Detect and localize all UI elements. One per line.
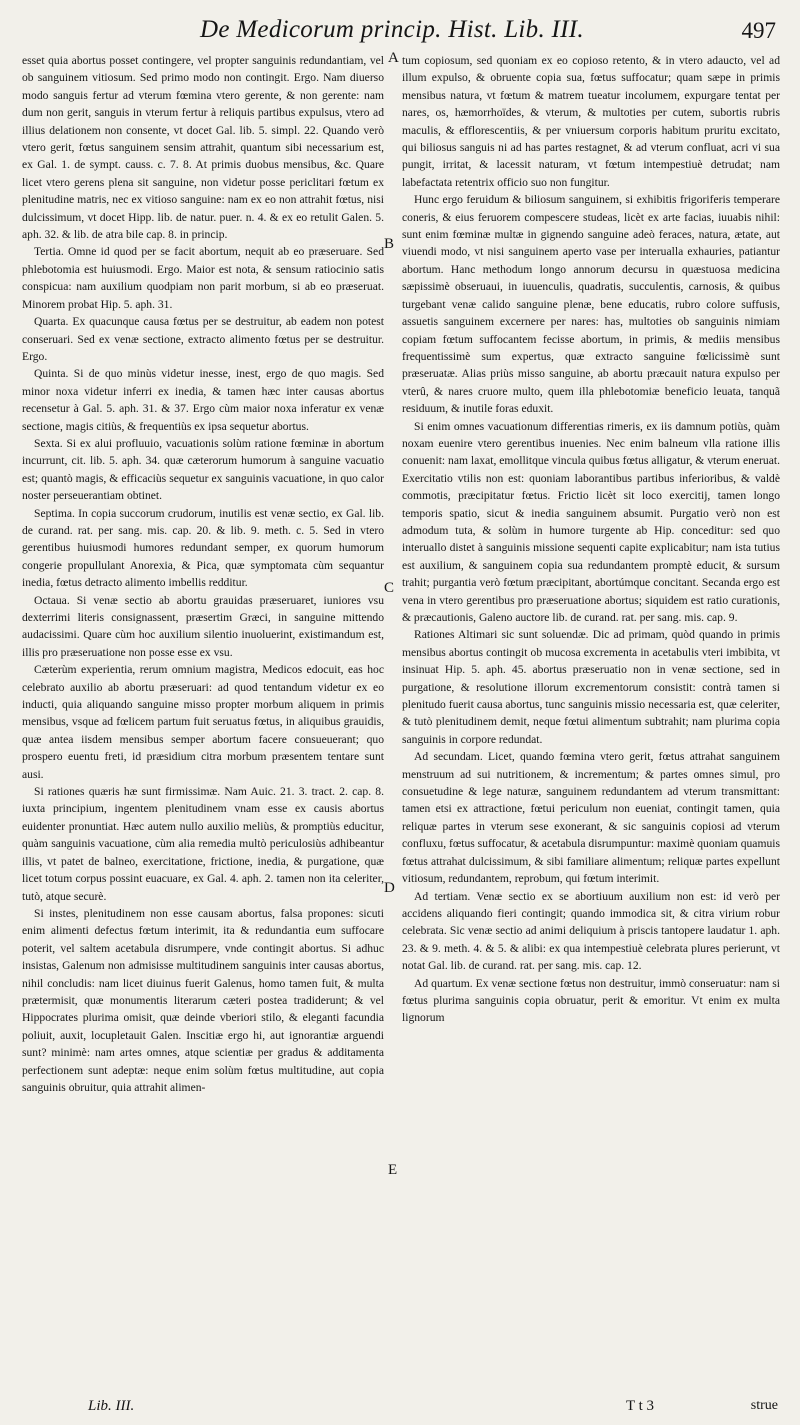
paragraph: Ad secundam. Licet, quando fœmina vtero gerit, fœtus attrahat sanguinem menstruum ad sui nutritionem, & incrementum; & partes omnes simul, pro consuetudine & lege naturæ, sanguinem redundantem ad vterum transmittant: tamen etsi ex attractione, fœtui periculum non eueniat, contingit tamen, quia reliquæ partes in vterum sese exonerant, & sic sanguinis copiosi ad vterum confluxu, fœtus suffocatur, & acetabula disrumpuntur: maximè quoniam quamuis fœtus attrahat dulcissimum, & sibi familiare alimentum; reliquæ partes expellunt vitiosum, redundantem, reprobum, qui fœtum interimit.	[402, 750, 780, 886]
paragraph: Sexta. Si ex alui profluuio, vacuationis solùm ratione fœminæ in abortum incurrunt, cit. lib. 5. aph. 34. quæ cæterorum humorum à sanguine vacuatio est; quantò magis, & efficaciùs sequetur ex sanguinis vacuatione, in quo calor noster perseuerantiam obtinet.	[22, 436, 384, 503]
running-title: De Medicorum princip. Hist. Lib. III.	[200, 16, 584, 43]
section-marker-e: E	[388, 1162, 398, 1178]
paragraph: Septima. In copia succorum crudorum, inutilis est venæ sectio, ex Gal. lib. de curand. rat. per sang. mis. cap. 20. & lib. 9. meth. c. 5. Sed in vtero gerentibus huiusmodi humores redundant semper, ex quorum humorum congerie propullulant Anorexia, & Pica, quæ symptomata cùm sequantur inedia, fœtus detracto alimento imbellis redditur.	[22, 506, 384, 590]
paragraph: Octaua. Si venæ sectio ab abortu grauidas præseruaret, iuniores vsu dexterrimi literis consignassent, præsertim Græci, in sanguine mittendo audacissimi. Quare cùm hoc auxilium silentio inuoluerint, existimandum est, illis pro præseruatione non posse esse ex vsu.	[22, 593, 384, 659]
footer-book-label: Lib. III.	[88, 1398, 135, 1414]
paragraph: Ad quartum. Ex venæ sectione fœtus non destruitur, immò conseruatur: nam si fœtus plurima sanguinis copia obruatur, perit & emoritur. Vt enim ex multa lignorum	[402, 976, 780, 1025]
paragraph: Si rationes quæris hæ sunt firmissimæ. Nam Auic. 21. 3. tract. 2. cap. 8. iuxta principium, ingentem plenitudinem vnam esse ex causis abortus euidenter pronuntiat. Hæc autem nullo auxilio meliùs, & promptiùs educitur, quàm sanguinis vacuatione, cùm alia remedia multò periculosiùs adhibeantur illis, vt patet de balneo, exercitatione, frictione, inedia, & purgatione, quæ licet totum corpus possint euacuare, ex Gal. 4. aph. 2. tamen non ita celeriter, tutò, atque securè.	[22, 785, 384, 903]
paragraph: Rationes Altimari sic sunt soluendæ. Dic ad primam, quòd quando in primis mensibus abortus contingit ob mucosa excrementa in acetabulis vteri imbibita, vt insinuat Hip. 5. aph. 45. abortus præseruatio non in venæ sectione, sed in purgatione, & resolutione illorum excrementorum consistit: contrà tamen si plenitudo fuerit causa abortus, tunc sanguinis missio necessaria est, quæ celeriter, & tutò plenitudinem demit, neque fœtui alimentum subtrahit; nam plurima copia sanguinis in corpore redundat.	[402, 628, 780, 746]
catchword: strue	[750, 1398, 778, 1413]
paragraph: esset quia abortus posset contingere, vel propter sanguinis redundantiam, vel ob sanguinem vitiosum. Sed primo modo non contingit. Ergo. Nam diuerso modo sanguis fertur ad vterum fœmina vtero gerente, & non gerente: nam dum non gerit, sanguis in vterum fertur à reliquis partibus expulsus, vtero ad illius delationem non consente, vt docet Gal. lib. 5. simpl. 22. Quando verò vtero gerit, fœtus sanguinem sensim attrahit, quantum sibi necessarium est, ex Gal. 1. de sympt. causs. c. 7. 8. At primis duobus mensibus, &c. Quare licet vtero gerens plena sit sanguine, non videtur posse periclitari fœtum ex plenitudine matris, nec ex vitioso sanguine: nam ex eo non attrahit fœtus, nisi dulcissimum, vt docet Hipp. lib. de natur. puer. n. 4. & ex eo retulit Galen. 5. aph. 32. & lib. de atra bile cap. 8. in princip.	[22, 54, 384, 242]
page-footer	[0, 1398, 800, 1422]
paragraph: Hunc ergo feruidum & biliosum sanguinem, si exhibitis frigoriferis temperare coneris, & eius feruorem compescere studeas, licèt ex arte facias, iuuabis nihil: sunt enim fœminæ multæ in gignendo sanguine adeò feraces, natura, ætate, aut viuendi modo, vt nisi sanguinem aperto vase per interualla exhauries, patiantur abortum. Hanc methodum longo annorum decursu in quæstuosa medicina sæpissimè obseruaui, in iuuenculis, quadratis, succulentis, carnosis, & quibus turgebant venæ calido sanguine plenæ, bene educatis, rubro colore suffusis, assuetis sanguinem excernere per nares: has, multoties ob sanguinis nimiam copiam fœtum suffocantem fecisse abortum, in primis, & mediis mensibus frequentissimè sum expertus, quæ extracto sanguine fœlicissimè sunt præseruatæ. Alias priùs misso sanguine, ab abortu præcauit natura expulso per vterû, & nares cruore multo, quem illa phlebotomiæ beneficio leuata, tanquã residuum, & inutile foras eduxit.	[402, 193, 780, 416]
paragraph: Quarta. Ex quacunque causa fœtus per se destruitur, ab eadem non potest conseruari. Sed ex venæ sectione, extracto alimento fœtus per se destruitur. Ergo.	[22, 315, 384, 363]
section-marker-b: B	[384, 236, 395, 252]
page-number: 497	[741, 18, 776, 43]
paragraph: Si enim omnes vacuationum differentias rimeris, ex iis damnum potiùs, quàm noxam euenire vtero gerentibus inuenies. Nec enim balneum vlla ratione illis conuenit: nam laxat, emollitque vincula quibus fœtus alligatur, & vterum eneruat. Exercitatio vtilis non est: quoniam laborantibus partibus inferioribus, & valdè commotis, præcipitatur fœtus. Frictio licèt sit loco exercitij, tamen longo temporis spatio, sicut & inedia sanguinem absumit. Purgatio verò non est admodum tuta, & solùm in humore turgente ab Hip. conceditur: sed quo interuallo distet à sanguinis missione sequenti capite explicabitur; nam ista tutius est auxilium, & sanguinem copia sua redundantem promptè educit, & sursum trahit; purgantia verò fœtum præcipitant, abortúmque concitant. Secanda ergo est vena in vtero gerentibus pro præseruatione abortus; siquidem est ratio curationis, & præcautionis, Galeno auctore lib. de curand. rat. per sang. mis. cap. 9.	[402, 419, 780, 624]
section-marker-d: D	[384, 880, 395, 896]
section-marker-c: C	[384, 580, 395, 596]
paragraph: Si instes, plenitudinem non esse causam abortus, falsa propones: sicuti enim alimenti defectus fœtum interimit, ita & redundantia eum suffocare poterit, vel saltem acetabula disrumpere, vnde contingit abortus. Si adhuc insistas, Galenum non admisisse multitudinem sanguinis inter causas abortus, nihil concludis: nam licet diuinus fuerit Galenus, homo tamen fuit, & multa prætermisit, quæ monumentis literarum cæteri postea tradiderunt; & vel Hippocrates plurima omisit, quæ deinde vberiori stilo, & eleganti facundia poliuit, auxit, locupletauit Galen. Inscitiæ ergo hi, aut ignorantiæ arguendi sunt? minimè: nam artes omnes, atque scientiæ per gradus & additamenta perfectionem sunt adeptæ: neque enim solùm fœtus multitudine, aut copia sanguinis obruitur, quia attrahit alimen-	[22, 906, 384, 1094]
signature-mark: T t 3	[626, 1398, 655, 1414]
paragraph: tum copiosum, sed quoniam ex eo copioso retento, & in vtero adaucto, vel ad illum expulso, & obruente copia sua, fœtus suffocatur; quam sæpe in primis mensibus natura, vt fœtum & matrem tueatur incolumem, expurgare tentat per nares, os, hæmorrhoïdes, & vterum, & multoties per cutem, subortis rubris maculis, & efflorescentiis, & per vniuersum corporis habitum pruritu excitato, qui biliosus sanguis ni ad has partes restagnet, & ad vterum confluat, acri vi sua pungit, irritat, & lacessit naturam, vt fœtum intempestiuè detrudat; nam labefactata retentrix officio suo non fungitur.	[402, 54, 780, 189]
section-marker-a: A	[388, 50, 399, 66]
paragraph: Cæterùm experientia, rerum omnium magistra, Medicos edocuit, eas hoc celebrato auxilio ab abortu præseruari: ad quod tentandum videtur ex eo inducti, quia aliquando sanguine misso propter morbum aliquem in primis mensibus, vsque ad fœlicem partum fuit seruatus fœtus, in aliquibus grauidis, quæ antea iisdem mensibus semper abortum facere consueuerant; quo prospero euentu freti, id præsidium citra morbum præsentem tentare sunt ausi.	[22, 663, 384, 781]
right-column	[402, 52, 780, 1392]
paragraph: Quinta. Si de quo minùs videtur inesse, inest, ergo de quo magis. Sed minor noxa videtur inferri ex inedia, & tamen hæc inter causas abortus recensetur à Gal. 5. aph. 31. & 37. Ergo cùm maior noxa inferatur ex venæ sectione, magis citiùs, & frequentiùs ex ipsa sequetur abortus.	[22, 367, 384, 433]
left-column	[22, 52, 384, 1392]
running-header	[0, 14, 800, 48]
paragraph: Ad tertiam. Venæ sectio ex se abortiuum auxilium non est: id verò per accidens aliquando fieri contingit; quando immodica sit, & citra virium robur celebrata. Sic venæ sectio ad animi deliquium à priscis tantopere laudatur 1. aph. 23. & 9. meth. 4. & 5. & alibi: ex qua intempestiuè celebrata plures perierunt, vt notat Gal. lib. de curand. rat. per sang. mis. cap. 12.	[402, 889, 780, 973]
paragraph: Tertia. Omne id quod per se facit abortum, nequit ab eo præseruare. Sed phlebotomia est huiusmodi. Ergo. Maior est nota, & sensum ratiocinio satis conspicua: nam auxilium quodpiam non parit morbum, si ab eo præseruat. Minorem probat Hip. 5. aph. 31.	[22, 245, 384, 311]
